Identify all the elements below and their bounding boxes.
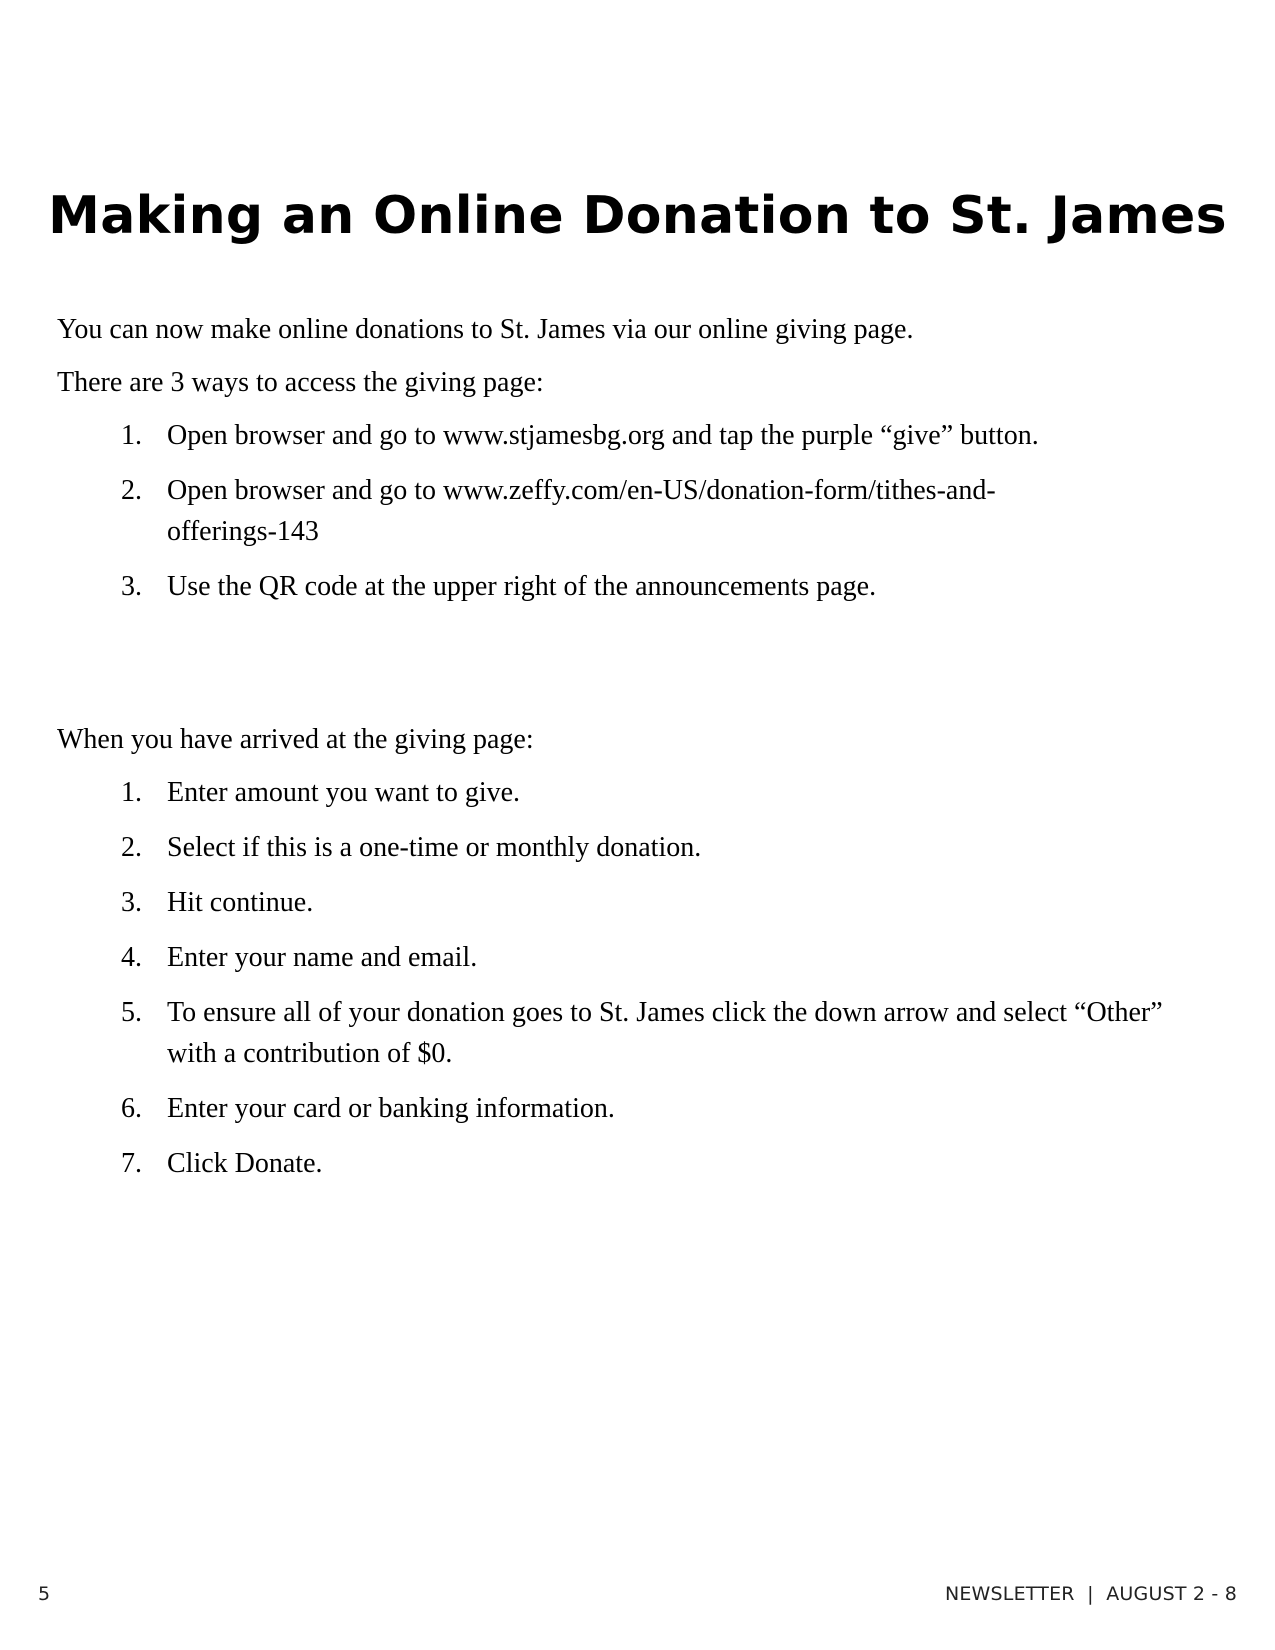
list-item: [113, 566, 1193, 607]
list-item-text: Hit continue.: [167, 887, 314, 918]
intro-line-1: You can now make online donations to St. James via our online giving page.: [57, 314, 914, 345]
list-item-text: Click Donate.: [167, 1148, 323, 1179]
list-item-number: 2.: [121, 475, 142, 506]
list-item-text: Use the QR code at the upper right of the announcements page.: [167, 571, 877, 602]
list-item-text: Open browser and go to www.stjamesbg.org and tap the purple “give” button.: [167, 420, 1039, 451]
access-steps-list: [113, 415, 1193, 621]
list-item: [113, 470, 1193, 552]
giving-heading: When you have arrived at the giving page:: [57, 724, 534, 755]
giving-steps-list: [113, 772, 1193, 1198]
list-item-number: 2.: [121, 832, 142, 863]
list-item: [113, 937, 1193, 978]
list-item-number: 1.: [121, 777, 142, 808]
list-item-number: 4.: [121, 942, 142, 973]
list-item-text: Enter your card or banking information.: [167, 1093, 615, 1124]
list-item-number: 6.: [121, 1093, 142, 1124]
newsletter-label: NEWSLETTER | AUGUST 2 - 8: [944, 1583, 1237, 1605]
list-item-number: 1.: [121, 420, 142, 451]
list-item-text: Select if this is a one-time or monthly donation.: [167, 832, 702, 863]
list-item: [113, 992, 1193, 1074]
list-item: [113, 882, 1193, 923]
list-item-number: 5.: [121, 997, 142, 1028]
list-item-text: To ensure all of your donation goes to St. James click the down arrow and select “Other” with a contribution of $0.: [167, 997, 1163, 1069]
page-title: Making an Online Donation to St. James: [48, 186, 1227, 246]
list-item: [113, 415, 1193, 456]
list-item-number: 7.: [121, 1148, 142, 1179]
list-item-text: Enter your name and email.: [167, 942, 478, 973]
intro-line-2: There are 3 ways to access the giving page:: [57, 367, 544, 398]
list-item: [113, 827, 1193, 868]
page-number: 5: [38, 1583, 51, 1605]
list-item: [113, 772, 1193, 813]
list-item-number: 3.: [121, 571, 142, 602]
list-item: [113, 1088, 1193, 1129]
list-item-number: 3.: [121, 887, 142, 918]
list-item-text: Open browser and go to www.zeffy.com/en-US/donation-form/tithes-and-offerings-143: [167, 475, 996, 547]
list-item-text: Enter amount you want to give.: [167, 777, 521, 808]
list-item: [113, 1143, 1193, 1184]
